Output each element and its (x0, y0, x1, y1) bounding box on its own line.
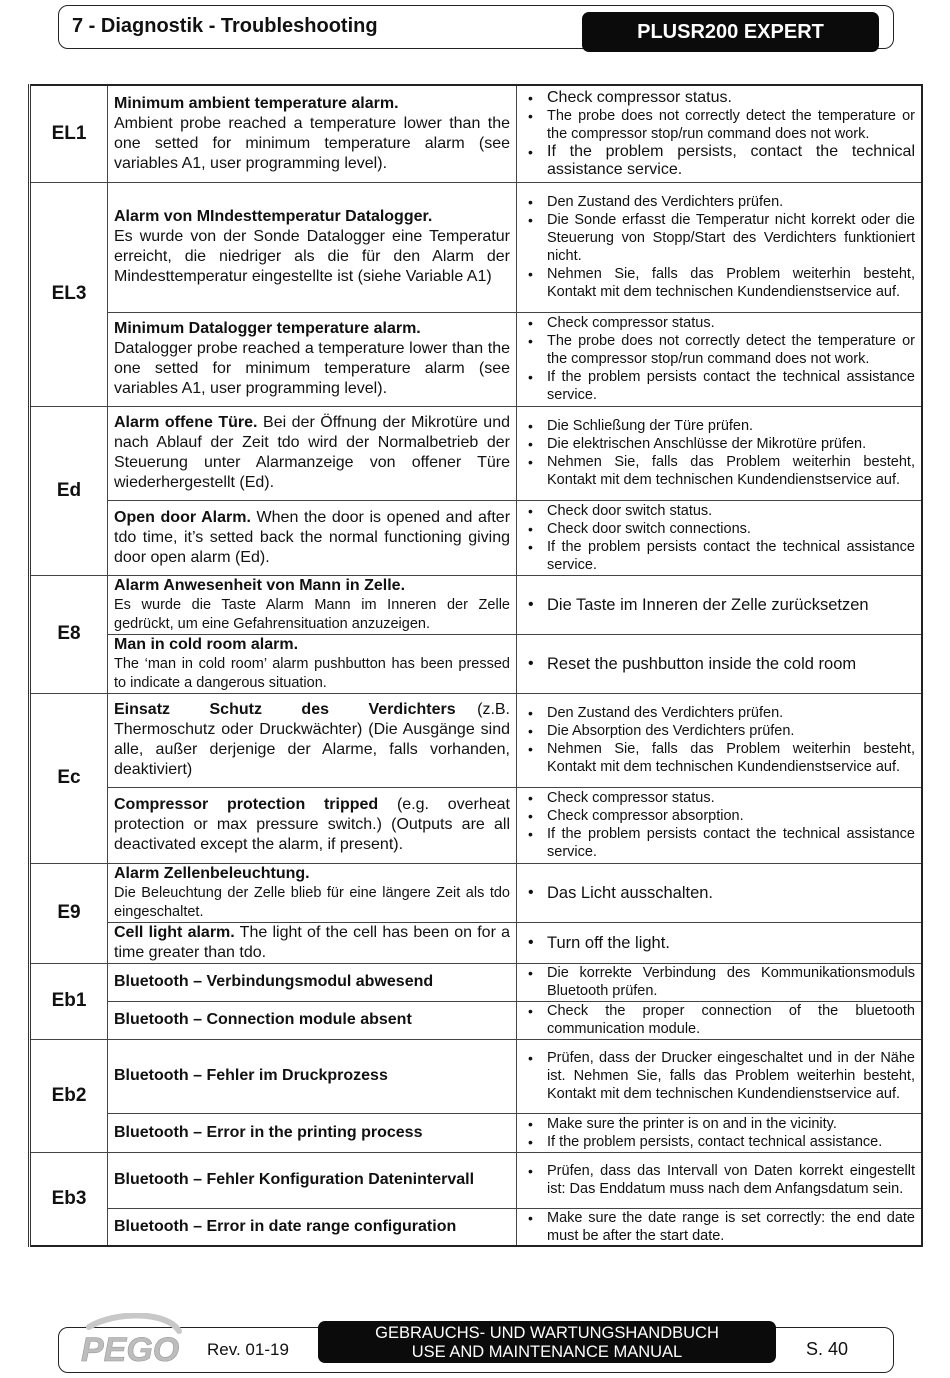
action-item: • Check the proper connection of the bluetooth communication module. (525, 1002, 915, 1038)
alarm-code: Ed (30, 406, 108, 575)
alarm-description (108, 182, 517, 312)
action-item: • Reset the pushbutton inside the cold room (525, 655, 915, 673)
alarm-code: E9 (30, 863, 108, 963)
alarm-actions (517, 863, 923, 922)
alarm-title: Minimum ambient temperature alarm. (114, 94, 399, 112)
alarm-description (108, 863, 517, 922)
alarm-body: Datalogger probe reached a temperature lower than the one setted for minimum temperature alarm (see variables A1, user programming level). (114, 340, 510, 397)
alarm-actions (517, 1039, 923, 1113)
alarm-title: Alarm offene Türe. (114, 414, 258, 431)
alarm-title: Bluetooth – Error in date range configuration (114, 1217, 457, 1235)
alarm-actions (517, 1113, 923, 1152)
alarm-title: Einsatz Schutz des Verdichters (114, 701, 456, 718)
table-row (30, 85, 923, 182)
alarm-title: Alarm Zellenbeleuchtung. (114, 864, 310, 882)
alarm-actions (517, 1208, 923, 1246)
alarm-body: (e.g. overheat protection or max pressure switch.) (Outputs are all deactivated except the alarm, if present). (114, 796, 511, 853)
table-row (30, 1152, 923, 1208)
alarm-actions (517, 1001, 923, 1039)
action-item: • Prüfen, dass das Intervall von Daten korrekt eingestellt ist: Das Enddatum muss nach dem Anfangsdatum sein. (525, 1162, 915, 1198)
action-item: • Make sure the date range is set correctly: the end date must be after the start date. (525, 1209, 915, 1245)
alarm-title: Bluetooth – Fehler im Druckprozess (114, 1067, 388, 1084)
pego-logo (75, 1313, 187, 1371)
action-item: • If the problem persists, contact the technical assistance service. (525, 143, 915, 179)
action-item: • Den Zustand des Verdichters prüfen. (525, 193, 915, 211)
page-number: S. 40 (806, 1339, 849, 1359)
alarm-code: Eb1 (30, 963, 108, 1039)
table-row (30, 1208, 923, 1246)
alarm-body: Die Beleuchtung der Zelle blieb für eine längere Zeit als tdo eingeschaltet. (114, 884, 510, 920)
table-row (30, 406, 923, 500)
alarm-title: Bluetooth – Connection module absent (114, 1011, 412, 1028)
alarm-body: Es wurde die Taste Alarm Mann im Inneren der Zelle gedrückt, um eine Gefahrensituation anzuzeigen. (114, 596, 510, 632)
alarm-description (108, 1001, 517, 1039)
action-item: • Make sure the printer is on and in the vicinity. (525, 1115, 915, 1133)
alarm-actions (517, 634, 923, 693)
alarm-description (108, 693, 517, 787)
alarm-description (108, 500, 517, 575)
table-row (30, 1001, 923, 1039)
action-item: • Nehmen Sie, falls das Problem weiterhin besteht, Kontakt mit dem technischen Kundendienstservice auf. (525, 453, 915, 489)
action-item: • Die Schließung der Türe prüfen. (525, 417, 915, 435)
chapter-title: 7 - Diagnostik - Troubleshooting (72, 15, 378, 37)
alarm-title: Alarm von MIndesttemperatur Datalogger. (114, 208, 433, 225)
table-row (30, 1113, 923, 1152)
alarm-actions (517, 922, 923, 963)
alarm-body: The light of the cell has been on for a time greater than tdo. (114, 923, 511, 961)
action-item: • The probe does not correctly detect the temperature or the compressor stop/run command does not work. (525, 107, 915, 143)
table-row (30, 787, 923, 863)
alarm-description (108, 1152, 517, 1208)
alarm-code: Ec (30, 693, 108, 863)
alarm-body: Ambient probe reached a temperature lower than the one setted for minimum temperature alarm (see variables A1, user programming level). (114, 114, 510, 172)
action-item: • Nehmen Sie, falls das Problem weiterhin besteht, Kontakt mit dem technischen Kundendienstservice auf. (525, 265, 915, 301)
table-row (30, 863, 923, 922)
action-item: • Nehmen Sie, falls das Problem weiterhin besteht, Kontakt mit dem technischen Kundendienstservice auf. (525, 740, 915, 776)
table-row (30, 634, 923, 693)
manual-title-badge (318, 1321, 776, 1363)
model-badge: PLUSR200 EXPERT (582, 12, 879, 52)
table-row (30, 182, 923, 312)
action-item: • If the problem persists, contact technical assistance. (525, 1133, 915, 1151)
table-row (30, 963, 923, 1001)
table-row (30, 500, 923, 575)
action-item: • Den Zustand des Verdichters prüfen. (525, 704, 915, 722)
alarm-title: Alarm Anwesenheit von Mann in Zelle. (114, 576, 406, 594)
alarm-actions (517, 312, 923, 406)
action-item: • Check door switch status. (525, 502, 915, 520)
alarm-body: Bei der Öffnung der Mikrotüre und nach Ablauf der Zeit tdo wird der Normalbetrieb der Steuerung unter Alarmanzeige von offener Türe wiederhergestellt (Ed). (114, 414, 510, 491)
alarm-actions (517, 406, 923, 500)
alarm-description (108, 1039, 517, 1113)
table-row (30, 1039, 923, 1113)
alarm-title: Minimum Datalogger temperature alarm. (114, 320, 421, 337)
alarm-title: Compressor protection tripped (114, 796, 379, 813)
alarm-title: Cell light alarm. (114, 923, 235, 941)
alarm-actions (517, 500, 923, 575)
action-item: • Check compressor status. (525, 89, 915, 107)
action-item: • If the problem persists contact the technical assistance service. (525, 538, 915, 574)
action-item: • Die Taste im Inneren der Zelle zurücksetzen (525, 596, 915, 614)
alarm-description (108, 963, 517, 1001)
alarm-title: Bluetooth – Verbindungsmodul abwesend (114, 973, 434, 990)
action-item: • If the problem persists contact the technical assistance service. (525, 368, 915, 404)
alarm-description (108, 922, 517, 963)
alarm-title: Bluetooth – Error in the printing process (114, 1123, 423, 1141)
alarm-description (108, 1208, 517, 1246)
table-row (30, 312, 923, 406)
alarm-body: (z.B. Thermoschutz oder Druckwächter) (Die Ausgänge sind alle, außer derjenige der Alarme, falls vorhanden, deaktiviert) (114, 701, 510, 778)
action-item: • Turn off the light. (525, 934, 915, 952)
alarm-description (108, 634, 517, 693)
alarm-description (108, 575, 517, 634)
alarm-actions (517, 1152, 923, 1208)
action-item: • Prüfen, dass der Drucker eingeschaltet und in der Nähe ist. Nehmen Sie, falls das Problem weiterhin besteht, Kontakt mit dem technischen Kundendienstservice auf. (525, 1049, 915, 1103)
alarm-actions (517, 693, 923, 787)
alarm-description (108, 787, 517, 863)
action-item: • Die Absorption des Verdichters prüfen. (525, 722, 915, 740)
alarm-body: When the door is opened and after tdo time, it’s setted back the normal functioning giving door open alarm (Ed). (114, 508, 511, 566)
manual-title-de: GEBRAUCHS- UND WARTUNGSHANDBUCH (375, 1324, 719, 1342)
alarm-title: Bluetooth – Fehler Konfiguration Datenintervall (114, 1171, 475, 1188)
alarm-code: Eb2 (30, 1039, 108, 1152)
table-row (30, 575, 923, 634)
alarm-title: Open door Alarm. (114, 508, 251, 526)
alarm-code: Eb3 (30, 1152, 108, 1246)
action-item: • Check door switch connections. (525, 520, 915, 538)
alarm-code: E8 (30, 575, 108, 693)
alarm-title: Man in cold room alarm. (114, 635, 299, 653)
alarm-description (108, 85, 517, 182)
alarm-code: EL1 (30, 85, 108, 182)
action-item: • The probe does not correctly detect the temperature or the compressor stop/run command does not work. (525, 332, 915, 368)
revision-label: Rev. 01-19 (207, 1340, 289, 1359)
svg-text:PEGO: PEGO (81, 1331, 180, 1369)
alarm-body: The ‘man in cold room’ alarm pushbutton has been pressed to indicate a dangerous situation. (114, 655, 510, 691)
action-item: • Die korrekte Verbindung des Kommunikationsmoduls Bluetooth prüfen. (525, 964, 915, 1000)
alarm-description (108, 406, 517, 500)
manual-title-en: USE AND MAINTENANCE MANUAL (411, 1343, 683, 1361)
alarm-code: EL3 (30, 182, 108, 406)
alarm-actions (517, 575, 923, 634)
action-item: • If the problem persists contact the technical assistance service. (525, 825, 915, 861)
action-item: • Die elektrischen Anschlüsse der Mikrotüre prüfen. (525, 435, 915, 453)
action-item: • Die Sonde erfasst die Temperatur nicht korrekt oder die Steuerung von Stopp/Start des Verdichters funktioniert nicht. (525, 211, 915, 265)
alarm-actions (517, 963, 923, 1001)
action-item: • Check compressor status. (525, 314, 915, 332)
action-item: • Check compressor status. (525, 789, 915, 807)
alarm-body: Es wurde von der Sonde Datalogger eine Temperatur erreicht, die niedriger als die für den Alarm der Mindesttemperatur eingestellte ist (siehe Variable A1) (114, 228, 510, 285)
table-row (30, 922, 923, 963)
alarm-actions (517, 182, 923, 312)
table-row (30, 693, 923, 787)
action-item: • Das Licht ausschalten. (525, 884, 915, 902)
alarm-actions (517, 787, 923, 863)
alarm-description (108, 312, 517, 406)
troubleshooting-table (28, 84, 923, 1247)
action-item: • Check compressor absorption. (525, 807, 915, 825)
alarm-description (108, 1113, 517, 1152)
alarm-actions (517, 85, 923, 182)
